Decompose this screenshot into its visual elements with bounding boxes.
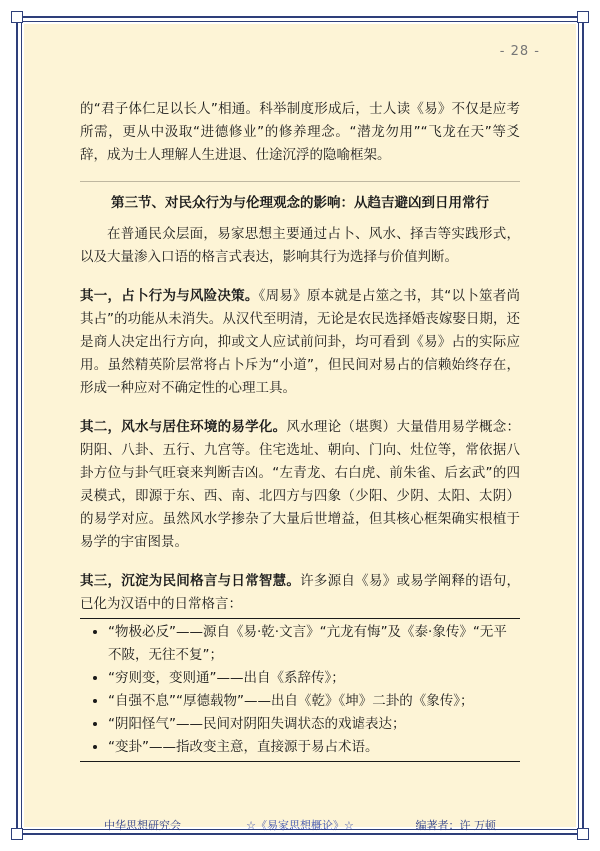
document-page [24,24,576,832]
frame-corner-ornament [577,11,589,23]
sayings-list-box [80,618,520,762]
footer-author: 编著者：许 万顿 [415,819,496,832]
list-item: • “物极必反”——源自《易·乾·文言》“亢龙有悔”及《泰·象传》“无平不陂，无往不复”； [108,621,520,667]
section-intro-paragraph: 在普通民众层面，易家思想主要通过占卜、风水、择吉等实践形式，以及大量渗入口语的格言式表达，影响其行为选择与价值判断。 [80,226,520,265]
point-body: 风水理论（堪舆）大量借用易学概念：阴阳、八卦、五行、九宫等。住宅选址、朝向、门向、灶位等，常依据八卦方位与卦气旺衰来判断吉凶。“左青龙、右白虎、前朱雀、后玄武”的四灵模式，即源于东、西、南、北四方与四象（少阳、少阴、太阳、太阴）的易学对应。虽然风水学掺杂了大量后世增益，但其核心框架确实根植于易学的宇宙图景。 [80,419,521,550]
page-content [80,98,520,762]
section-title: 第三节、对民众行为与伦理观念的影响：从趋吉避凶到日用常行 [111,195,489,211]
intro-paragraph: 的“君子体仁足以长人”相通。科举制度形成后，士人读《易》不仅是应考所需，更从中汲取“进德修业”的修养理念。“潜龙勿用”“飞龙在天”等爻辞，成为士人理解人生进退、仕途沉浮的隐喻框架。 [80,101,520,163]
page-number: - 28 - [499,44,540,59]
point-heading: 其一，占卜行为与风险决策。 [80,288,259,304]
point-paragraph-2 [80,416,520,554]
list-item: • “变卦”——指改变主意，直接源于易占术语。 [108,736,520,759]
point-paragraph-3 [80,570,520,616]
list-item: • “自强不息”“厚德载物”——出自《乾》《坤》二卦的《象传》； [108,690,520,713]
frame-corner-ornament [577,828,589,840]
point-heading: 其三，沉淀为民间格言与日常智慧。 [80,573,301,589]
point-paragraph-1 [80,285,520,400]
frame-corner-ornament [11,11,23,23]
frame-corner-ornament [11,828,23,840]
footer-book-title: ☆《易家思想概论》☆ [246,819,354,832]
point-heading: 其二，风水与居住环境的易学化。 [80,419,287,435]
footer-organization: 中华思想研究会 [104,819,181,832]
point-body: 许多源自《易》或易学阐释的语句，已化为汉语中的日常格言： [80,573,521,612]
section-divider [80,181,520,182]
sayings-list [80,621,520,759]
point-body: 《周易》原本就是占筮之书，其“以卜筮者尚其占”的功能从未消失。从汉代至明清，无论是农民选择婚丧嫁娶日期，还是商人决定出行方向，抑或文人应试前问卦，均可看到《易》占的实际应用。虽然精英阶层常将占卜斥为“小道”，但民间对易占的信赖始终存在，形成一种应对不确定性的心理工具。 [80,288,521,396]
list-item: • “阴阳怪气”——民间对阴阳失调状态的戏谑表达； [108,713,520,736]
list-item: • “穷则变，变则通”——出自《系辞传》； [108,667,520,690]
